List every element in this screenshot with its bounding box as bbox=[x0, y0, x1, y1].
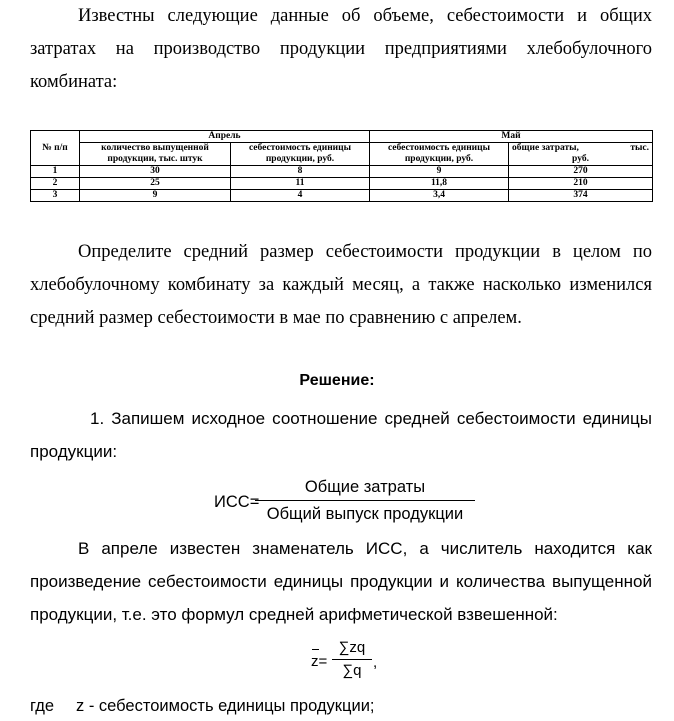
step1-paragraph bbox=[30, 402, 652, 468]
formula-iss-numerator: Общие затраты bbox=[304, 478, 426, 496]
fraction-line bbox=[332, 659, 372, 660]
step2-text: В апреле известен знаменатель ИСС, а числитель находится как произведение себестоимости единицы продукции и количества выпущенной продукции, т.е. это формул средней арифметической взвешенной: bbox=[30, 539, 652, 624]
where-word: где bbox=[30, 697, 55, 715]
task-text: Определите средний размер себестоимости продукции в целом по хлебобулочному комбинату за каждый месяц, а также насколько изменился средний размер себестоимости в мае по сравнению с апрелем. bbox=[30, 242, 652, 328]
header-april: Апрель bbox=[80, 131, 370, 143]
solution-title: Решение: bbox=[299, 372, 375, 389]
data-table bbox=[30, 130, 653, 202]
table-row: 2 25 11 11,8 210 bbox=[31, 178, 653, 190]
task-paragraph bbox=[30, 236, 652, 335]
formula-average-label: z= bbox=[311, 653, 328, 670]
header-may-unit-cost: себестоимость единицы продукции, руб. bbox=[370, 143, 509, 166]
header-may: Май bbox=[370, 131, 653, 143]
header-num: № п/п bbox=[31, 131, 80, 166]
header-may-total-cost: общие затраты, тыс. руб. bbox=[509, 143, 653, 166]
where-definition: z - себестоимость единицы продукции; bbox=[76, 697, 375, 715]
formula-average-fraction bbox=[332, 638, 372, 681]
overline-mark bbox=[312, 649, 319, 650]
formula-iss-fraction bbox=[255, 476, 475, 525]
header-april-unit-cost: себестоимость единицы продукции, руб. bbox=[231, 143, 370, 166]
table-row: 3 9 4 3,4 374 bbox=[31, 190, 653, 202]
intro-text: Известны следующие данные об объеме, себестоимости и общих затратах на производство продукции предприятиями хлебобулочного комбината: bbox=[30, 6, 652, 92]
step2-paragraph bbox=[30, 532, 652, 631]
header-april-quantity: количество выпущенной продукции, тыс. штук bbox=[80, 143, 231, 166]
step1-text: 1. Запишем исходное соотношение средней себестоимости единицы продукции: bbox=[30, 409, 652, 461]
formula-average-numerator: ∑zq bbox=[338, 639, 366, 656]
formula-iss-label: ИСС= bbox=[214, 493, 260, 511]
table-row: 1 30 8 9 270 bbox=[31, 166, 653, 178]
formula-comma: , bbox=[373, 654, 378, 671]
fraction-line bbox=[255, 500, 475, 501]
where-line bbox=[30, 694, 375, 718]
formula-iss-denominator: Общий выпуск продукции bbox=[266, 505, 464, 523]
formula-average-denominator: ∑q bbox=[342, 662, 362, 679]
intro-paragraph bbox=[30, 0, 652, 99]
